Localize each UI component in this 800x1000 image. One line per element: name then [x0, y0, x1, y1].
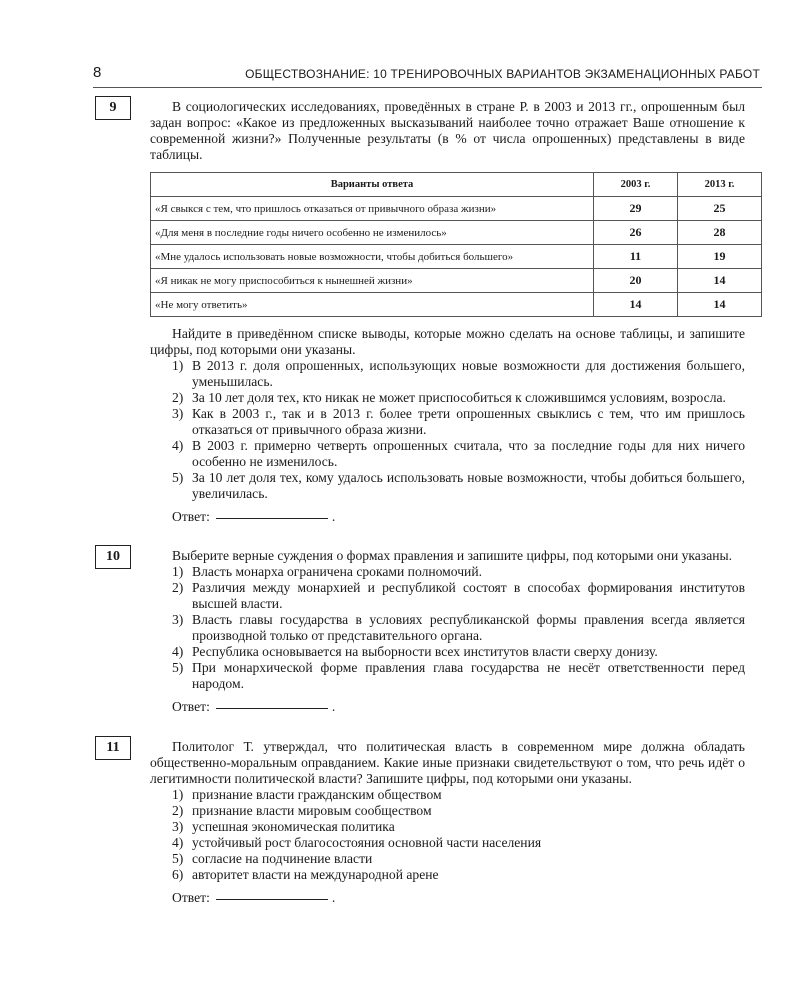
- item-text: Различия между монархией и республикой состоят в способах формирования институтов высшей власти.: [192, 580, 745, 611]
- task-9-question: Найдите в приведённом списке выводы, которые можно сделать на основе таблицы, и запишите цифры, под которыми они указаны.: [150, 326, 745, 357]
- item-text: Власть монарха ограничена сроками полномочий.: [192, 564, 482, 579]
- item-number: 5): [172, 851, 184, 866]
- percent-cell: 14: [678, 293, 762, 317]
- item-number: 5): [172, 660, 184, 675]
- answer-option-cell: «Мне удалось использовать новые возможности, чтобы добиться большего»: [151, 245, 594, 269]
- answer-line[interactable]: [216, 708, 328, 709]
- answer-option-cell: «Я никак не могу приспособиться к нынешней жизни»: [151, 269, 594, 293]
- survey-table: [150, 172, 762, 317]
- percent-cell: 26: [594, 221, 678, 245]
- item-number: 5): [172, 470, 184, 485]
- item-number: 4): [172, 835, 184, 850]
- col-header: 2003 г.: [594, 173, 678, 197]
- table-row: [151, 293, 762, 317]
- list-item: [150, 470, 745, 502]
- item-text: В 2013 г. доля опрошенных, использующих новые возможности для достижения большего, уменьшилась.: [192, 358, 745, 389]
- item-text: авторитет власти на международной арене: [192, 867, 439, 882]
- item-text: Как в 2003 г., так и в 2013 г. более трети опрошенных свыклись с тем, что им пришлось отказаться от привычного образа жизни.: [192, 406, 745, 437]
- list-item: [150, 851, 745, 867]
- table-row: [151, 197, 762, 221]
- item-number: 1): [172, 564, 184, 579]
- list-item: [150, 406, 745, 438]
- answer-line[interactable]: [216, 518, 328, 519]
- table-row: [151, 269, 762, 293]
- list-item: [150, 612, 745, 644]
- item-number: 1): [172, 358, 184, 373]
- task-10-block: [150, 548, 745, 715]
- item-number: 3): [172, 612, 184, 627]
- item-text: признание власти гражданским обществом: [192, 787, 442, 802]
- task-number-11: 11: [95, 736, 131, 760]
- item-text: Республика основывается на выборности всех институтов власти сверху донизу.: [192, 644, 658, 659]
- list-item: [150, 438, 745, 470]
- answer-label: Ответ:: [172, 890, 210, 905]
- item-text: За 10 лет доля тех, кому удалось использовать новые возможности, чтобы добиться большего, увеличилась.: [192, 470, 745, 501]
- task-9-intro: В социологических исследованиях, проведённых в стране Р. в 2003 и 2013 гг., опрошенным был задан вопрос: «Какое из предложенных высказываний наиболее точно отражает Ваше отношение к современной жизни?» Полученные результаты (в % от числа опрошенных) представлены в виде таблицы.: [150, 99, 745, 162]
- task-10-question: Выберите верные суждения о формах правления и запишите цифры, под которыми они указаны.: [172, 548, 733, 563]
- list-item: [150, 819, 745, 835]
- list-item: [150, 358, 745, 390]
- item-number: 1): [172, 787, 184, 802]
- item-number: 2): [172, 580, 184, 595]
- item-number: 3): [172, 406, 184, 421]
- answer-line[interactable]: [216, 899, 328, 900]
- item-text: признание власти мировым сообществом: [192, 803, 432, 818]
- answer-option-cell: «Я свыкся с тем, что пришлось отказаться от привычного образа жизни»: [151, 197, 594, 221]
- col-header: 2013 г.: [678, 173, 762, 197]
- task-10-options: [150, 564, 745, 692]
- item-text: успешная экономическая политика: [192, 819, 395, 834]
- percent-cell: 14: [594, 293, 678, 317]
- list-item: [150, 580, 745, 612]
- answer-option-cell: «Не могу ответить»: [151, 293, 594, 317]
- answer-field[interactable]: Ответ: .: [172, 509, 336, 524]
- list-item: [150, 390, 745, 406]
- item-text: В 2003 г. примерно четверть опрошенных считала, что за последние годы для них ничего особенно не изменилось.: [192, 438, 745, 469]
- item-number: 2): [172, 803, 184, 818]
- answer-label: Ответ:: [172, 509, 210, 524]
- task-number-9: 9: [95, 96, 131, 120]
- task-11-options: [150, 787, 745, 883]
- percent-cell: 25: [678, 197, 762, 221]
- item-number: 4): [172, 644, 184, 659]
- list-item: [150, 835, 745, 851]
- task-9-options: [150, 358, 745, 502]
- list-item: [150, 644, 745, 660]
- task-11-question: Политолог Т. утверждал, что политическая власть в современном мире должна обладать общественно-моральным оправданием. Какие иные признаки свидетельствуют о том, что речь идёт о легитимности политической власти? Запишите цифры, под которыми они указаны.: [150, 739, 745, 786]
- task-9-intro-block: [150, 99, 745, 163]
- percent-cell: 19: [678, 245, 762, 269]
- item-text: согласие на подчинение власти: [192, 851, 373, 866]
- task-11-block: [150, 739, 745, 906]
- item-text: При монархической форме правления глава государства не несёт ответственности перед народом.: [192, 660, 745, 691]
- item-text: Власть главы государства в условиях республиканской формы правления всегда является производной только от представительного органа.: [192, 612, 745, 643]
- percent-cell: 28: [678, 221, 762, 245]
- answer-option-cell: «Для меня в последние годы ничего особенно не изменилось»: [151, 221, 594, 245]
- answer-label: Ответ:: [172, 699, 210, 714]
- header-divider: [93, 87, 762, 88]
- list-item: [150, 867, 745, 883]
- percent-cell: 11: [594, 245, 678, 269]
- percent-cell: 29: [594, 197, 678, 221]
- item-text: За 10 лет доля тех, кто никак не может приспособиться к сложившимся условиям, возросла.: [192, 390, 726, 405]
- table-row: [151, 245, 762, 269]
- percent-cell: 20: [594, 269, 678, 293]
- percent-cell: 14: [678, 269, 762, 293]
- table-header-row: [151, 173, 762, 197]
- list-item: [150, 787, 745, 803]
- table-row: [151, 221, 762, 245]
- page-number: 8: [93, 64, 102, 81]
- item-number: 6): [172, 867, 184, 882]
- col-header: Варианты ответа: [151, 173, 594, 197]
- item-number: 2): [172, 390, 184, 405]
- list-item: [150, 660, 745, 692]
- running-header: ОБЩЕСТВОЗНАНИЕ: 10 ТРЕНИРОВОЧНЫХ ВАРИАНТОВ ЭКЗАМЕНАЦИОННЫХ РАБОТ: [245, 67, 760, 81]
- list-item: [150, 803, 745, 819]
- list-item: [150, 564, 745, 580]
- item-text: устойчивый рост благосостояния основной части населения: [192, 835, 542, 850]
- task-9-question-block: [150, 326, 745, 525]
- task-number-10: 10: [95, 545, 131, 569]
- answer-field[interactable]: Ответ: .: [172, 699, 336, 714]
- item-number: 3): [172, 819, 184, 834]
- item-number: 4): [172, 438, 184, 453]
- answer-field[interactable]: Ответ: .: [172, 890, 336, 905]
